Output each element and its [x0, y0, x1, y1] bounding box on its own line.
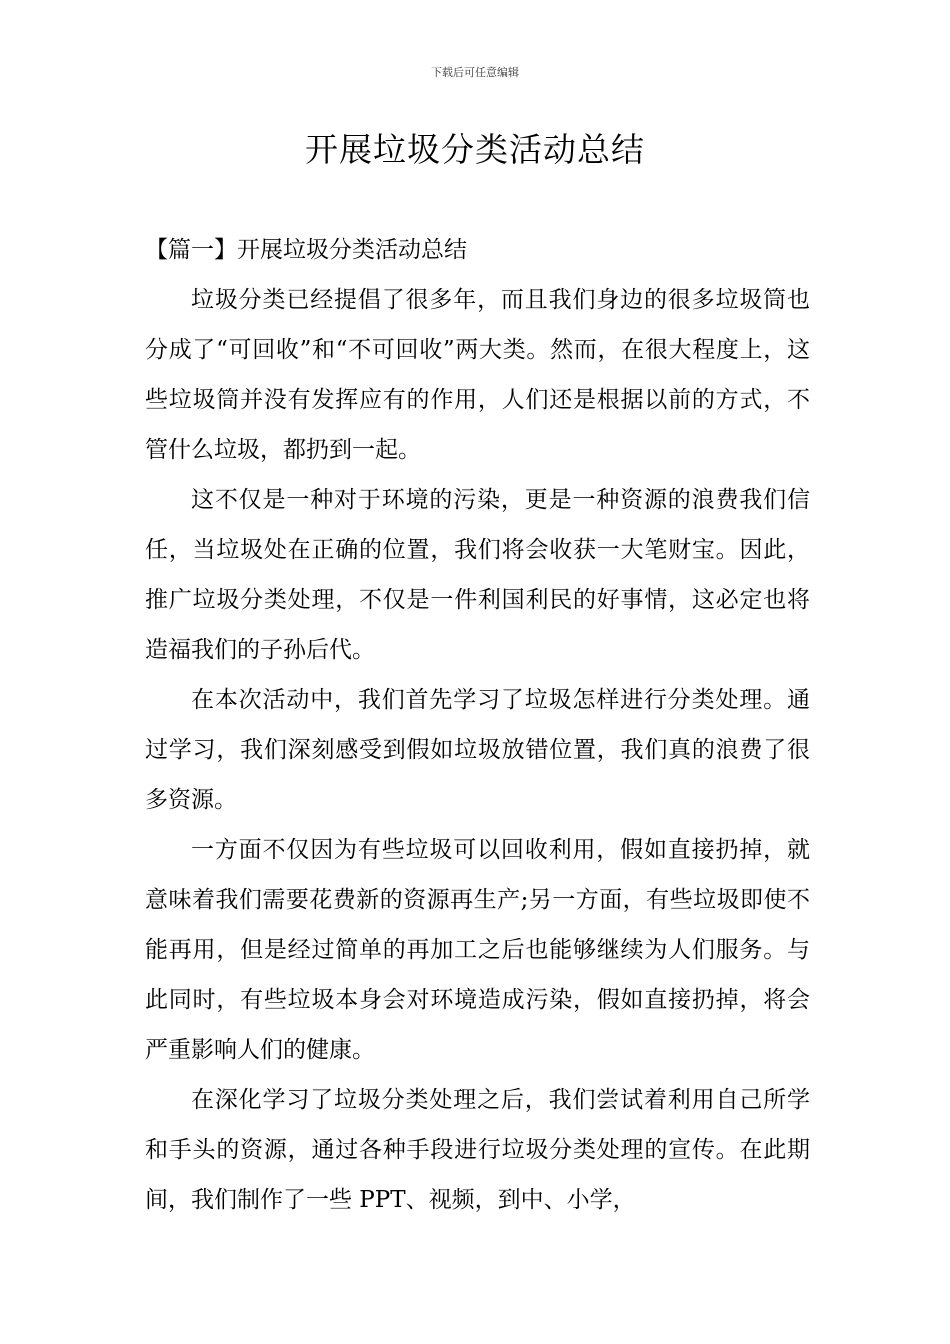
paragraph-1: 垃圾分类已经提倡了很多年，而且我们身边的很多垃圾筒也分成了“可回收”和“不可回收”两大类。然而，在很大程度上，这些垃圾筒并没有发挥应有的作用，人们还是根据以前的方式，不管什么垃圾，都扔到一起。 — [145, 287, 810, 463]
paragraph-5: 在深化学习了垃圾分类处理之后，我们尝试着利用自己所学和手头的资源，通过各种手段进行垃圾分类处理的宣传。在此期间，我们制作了一些 PPT、视频，到中、小学， — [145, 1087, 810, 1213]
paragraph-4: 一方面不仅因为有些垃圾可以回收利用，假如直接扔掉，就意味着我们需要花费新的资源再生产;另一方面，有些垃圾即使不能再用，但是经过简单的再加工之后也能够继续为人们服务。与此同时，有些垃圾本身会对环境造成污染，假如直接扔掉，将会严重影响人们的健康。 — [145, 837, 810, 1063]
document-title: 开展垃圾分类活动总结 — [305, 130, 645, 169]
section-heading: 【篇一】开展垃圾分类活动总结 — [145, 237, 467, 263]
paragraph-2: 这不仅是一种对于环境的污染，更是一种资源的浪费我们信任，当垃圾处在正确的位置，我们将会收获一大笔财宝。因此，推广垃圾分类处理，不仅是一件利国利民的好事情，这必定也将造福我们的子孙后代。 — [145, 487, 810, 663]
document-body — [145, 225, 810, 1225]
paragraph-3: 在本次活动中，我们首先学习了垃圾怎样进行分类处理。通过学习，我们深刻感受到假如垃圾放错位置，我们真的浪费了很多资源。 — [145, 687, 810, 813]
header-note: 下载后可任意编辑 — [431, 66, 519, 79]
